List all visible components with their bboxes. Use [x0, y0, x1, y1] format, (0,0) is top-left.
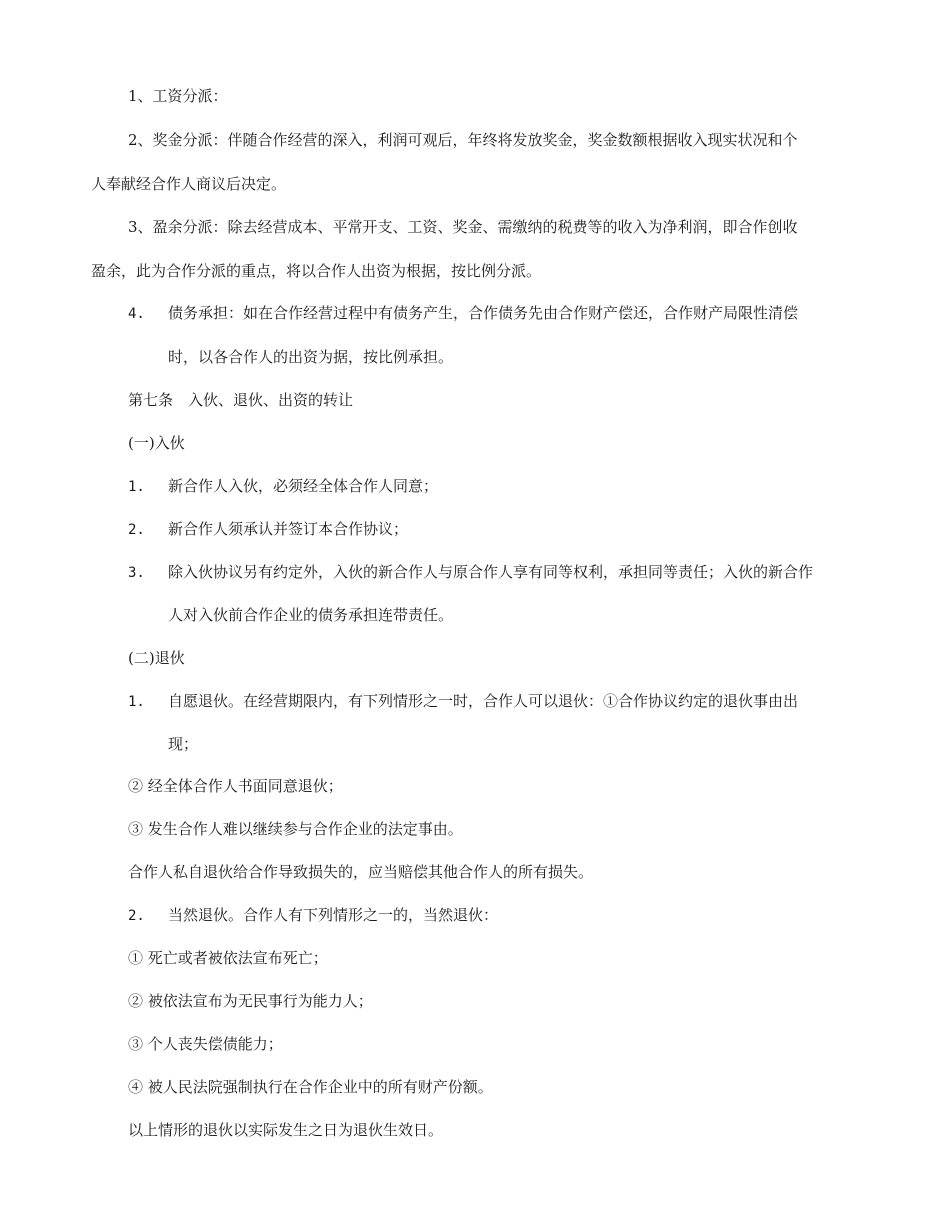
withdraw-item-2-sub-b: ② 被依法宣布为无民事行为能力人；: [128, 992, 373, 1010]
withdraw-item-1-text: 自愿退伙。在经营期限内，有下列情形之一时，合作人可以退伙：①合作协议约定的退伙事由出: [168, 692, 799, 710]
clause-debt-text: 债务承担：如在合作经营过程中有债务产生，合作债务先由合作财产偿还，合作财产局限性清偿: [168, 304, 799, 322]
clause-surplus-distribution-line1: 3、盈余分派：除去经营成本、平常开支、工资、奖金、需缴纳的税费等的收入为净利润，即合作创收: [128, 218, 798, 236]
clause-bonus-distribution-line1: 2、奖金分派：伴随合作经营的深入，利润可观后，年终将发放奖金，奖金数额根据收入现实状况和个: [128, 131, 798, 149]
list-number: 1.: [128, 694, 145, 710]
section-join-heading: (一)入伙: [128, 434, 185, 452]
withdraw-item-1-note: 合作人私自退伙给合作导致损失的，应当赔偿其他合作人的所有损失。: [128, 863, 594, 881]
join-item-3-line2: 人对入伙前合作企业的债务承担连带责任。: [168, 606, 454, 624]
join-item-1: [128, 476, 438, 496]
join-item-2: [128, 519, 408, 539]
clause-surplus-distribution-line2: 盈余，此为合作分派的重点，将以合作人出资为根据，按比例分派。: [91, 262, 542, 280]
clause-wage-distribution: 1、工资分派：: [128, 87, 228, 105]
withdraw-item-1-sub-c: ③ 发生合作人难以继续参与合作企业的法定事由。: [128, 820, 463, 838]
clause-bonus-distribution-line2: 人奉献经合作人商议后决定。: [91, 175, 287, 193]
join-item-3-line1: [128, 562, 813, 582]
join-item-1-text: 新合作人入伙，必须经全体合作人同意；: [168, 477, 439, 495]
section-withdraw-heading: (二)退伙: [128, 649, 185, 667]
join-item-3-text: 除入伙协议另有约定外，入伙的新合作人与原合作人享有同等权利，承担同等责任；入伙的新合作: [168, 563, 814, 581]
withdraw-effective-date-note: 以上情形的退伙以实际发生之日为退伙生效日。: [128, 1121, 444, 1139]
list-number: 1.: [128, 479, 145, 495]
withdraw-item-2-text: 当然退伙。合作人有下列情形之一的，当然退伙：: [168, 906, 499, 924]
withdraw-item-1-line1: [128, 691, 798, 711]
withdraw-item-2-sub-c: ③ 个人丧失偿债能力；: [128, 1035, 283, 1053]
list-number: 2.: [128, 908, 145, 924]
article-seven-heading: 第七条 入伙、退伙、出资的转让: [128, 391, 354, 409]
withdraw-item-2-sub-a: ① 死亡或者被依法宣布死亡；: [128, 949, 328, 967]
list-number: 4.: [128, 306, 145, 322]
withdraw-item-2: [128, 905, 498, 925]
withdraw-item-2-sub-d: ④ 被人民法院强制执行在合作企业中的所有财产份额。: [128, 1078, 493, 1096]
join-item-2-text: 新合作人须承认并签订本合作协议；: [168, 520, 409, 538]
clause-debt-line2: 时，以各合作人的出资为据，按比例承担。: [168, 348, 454, 366]
withdraw-item-1-line2: 现；: [168, 735, 199, 753]
clause-debt-line1: [128, 303, 798, 323]
list-number: 2.: [128, 522, 145, 538]
withdraw-item-1-sub-b: ② 经全体合作人书面同意退伙；: [128, 777, 343, 795]
list-number: 3.: [128, 565, 145, 581]
